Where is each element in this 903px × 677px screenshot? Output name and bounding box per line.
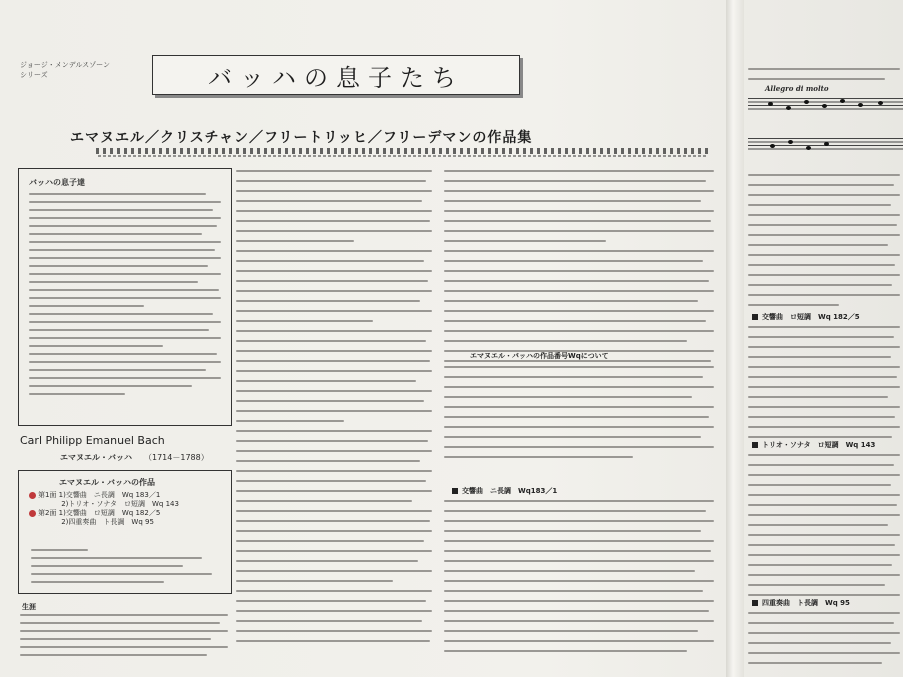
title-box bbox=[152, 55, 520, 95]
series-label: ジョージ・メンデルスゾーン シリーズ bbox=[20, 61, 111, 79]
page-title: バッハの息子たち bbox=[208, 63, 464, 92]
works-heading: エマヌエル・バッハの作品 bbox=[59, 478, 155, 487]
heading-symphony-183: 交響曲 ニ長調 Wq183／1 bbox=[452, 486, 557, 496]
work-item: 2)トリオ・ソナタ ロ短調 Wq 143 bbox=[38, 500, 179, 508]
sons-intro-box bbox=[18, 168, 232, 426]
subtitle: エマヌエル／クリスチャン／フリートリッヒ／フリーデマンの作品集 bbox=[70, 130, 533, 146]
heading-trio-sonata: トリオ・ソナタ ロ短調 Wq 143 bbox=[752, 440, 875, 450]
red-mark-icon bbox=[29, 492, 36, 499]
right-text-b bbox=[748, 326, 900, 446]
text-column-2 bbox=[236, 170, 432, 650]
work-item: 2)四重奏曲 ト長調 Wq 95 bbox=[38, 518, 154, 526]
works-box bbox=[18, 470, 232, 594]
right-text-c bbox=[748, 454, 900, 604]
square-bullet-icon bbox=[452, 488, 458, 494]
box-heading: バッハの息子達 bbox=[29, 178, 85, 187]
composer-name-en: Carl Philipp Emanuel Bach bbox=[20, 434, 165, 447]
work-item: 第1面 1)交響曲 ニ長調 Wq 183／1 bbox=[29, 491, 179, 500]
work-item: 第2面 1)交響曲 ロ短調 Wq 182／5 bbox=[29, 509, 179, 518]
works-notes bbox=[31, 549, 221, 589]
composer-name-jp: エマヌエル・バッハ （1714－1788） bbox=[60, 453, 209, 462]
decorative-border bbox=[96, 148, 708, 154]
heading-symphony-182: 交響曲 ロ短調 Wq 182／5 bbox=[752, 312, 860, 322]
square-bullet-icon bbox=[752, 314, 758, 320]
right-text-d bbox=[748, 612, 900, 672]
text-column-3-top bbox=[444, 170, 714, 370]
right-text-a bbox=[748, 174, 900, 314]
page-fold bbox=[726, 0, 744, 677]
composer-years: （1714－1788） bbox=[144, 453, 209, 462]
works-list bbox=[29, 491, 179, 527]
tempo-marking: Allegro di molto bbox=[765, 84, 829, 93]
life-text bbox=[20, 614, 228, 662]
section-label-life: 生涯 bbox=[22, 603, 36, 611]
heading-wq-numbers: エマヌエル・バッハの作品番号Wqについて bbox=[470, 352, 609, 360]
text-column-3-bottom bbox=[444, 500, 714, 660]
intro-text-lines bbox=[29, 193, 221, 401]
red-mark-icon bbox=[29, 510, 36, 517]
square-bullet-icon bbox=[752, 600, 758, 606]
decorative-border-lower bbox=[96, 155, 708, 157]
text-column-3-mid bbox=[444, 366, 714, 466]
heading-quartet: 四重奏曲 ト長調 Wq 95 bbox=[752, 598, 850, 608]
square-bullet-icon bbox=[752, 442, 758, 448]
music-notation-excerpt bbox=[748, 90, 903, 170]
